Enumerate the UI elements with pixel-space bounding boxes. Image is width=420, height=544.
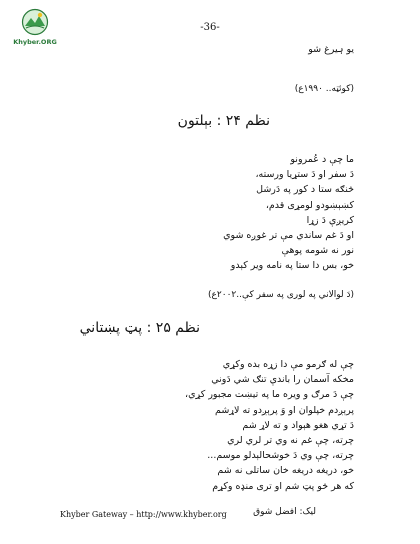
poem2-line: چې دَ مرګ و ويره ما په تيښت مجبور کړي، xyxy=(185,389,354,401)
poem1-line: دَ سفر او دَ ستړيا ورسته، xyxy=(255,169,354,181)
page-number: -36- xyxy=(200,22,220,33)
poem1-line: کښېښودو لومړی قدم، xyxy=(265,199,354,211)
footer-author: لیک: افضل شوق xyxy=(253,507,316,517)
poem2-line: که هر څو پټ شم او تری منډه وکړم xyxy=(212,480,354,492)
poem1-line: ما چې د عُمرونو xyxy=(290,154,354,165)
intro-last-line: یو ہیرغ شو xyxy=(308,44,354,55)
poem2-line: چرته، چې غم نه وي تر لري لري xyxy=(227,435,354,447)
poem1-line: خو، بس دا ستا په نامه وير کېدو xyxy=(230,260,354,272)
poem1-date: (دَ لوالاني په لوری په سفر کې..۲۰۰۲ع) xyxy=(208,290,354,300)
poem1-line: نور نه شومه پوهې xyxy=(281,245,354,257)
poem1-line: څنګه ستا د کور په دَرشل xyxy=(256,184,354,196)
poem2-line: چرته، چې وي دَ خوشحالېدلو موسم... xyxy=(207,450,354,462)
poem1-body xyxy=(223,152,354,274)
poem1-line: کريږې دَ زړا xyxy=(306,214,354,226)
poem2-title: نظم ۲۵ : پټ پښتاني xyxy=(79,320,200,336)
intro-date: (کوئټه.. ۱۹۹۰ع) xyxy=(294,84,354,94)
poem2-line: خو، دریغه دریغه خان ساتلی نه شم xyxy=(217,465,354,477)
poem2-line: مخکه آسمان را باندې تنګ شي دَوني xyxy=(211,374,354,386)
poem2-line: دَ تړي هغو هېواد و ته لاړ شم xyxy=(242,419,354,431)
logo-text: Khyber.ORG xyxy=(13,38,57,46)
footer-source-link[interactable]: Khyber Gateway – http://www.khyber.org xyxy=(60,510,227,519)
poem1-title: نظم ۲۴ : بېلتون xyxy=(177,113,270,129)
poem2-line: چې له ګرمو مې دا زړه بده وکړي xyxy=(222,359,354,370)
poem1-line: او دَ غم ساندي مې تر غوږه شوي xyxy=(223,230,354,242)
khyber-logo xyxy=(12,8,58,58)
poem2-line: پرېږدم خپلوان او وَ پرېږدو ته لاړشم xyxy=(215,404,354,416)
poem2-body xyxy=(185,357,354,494)
